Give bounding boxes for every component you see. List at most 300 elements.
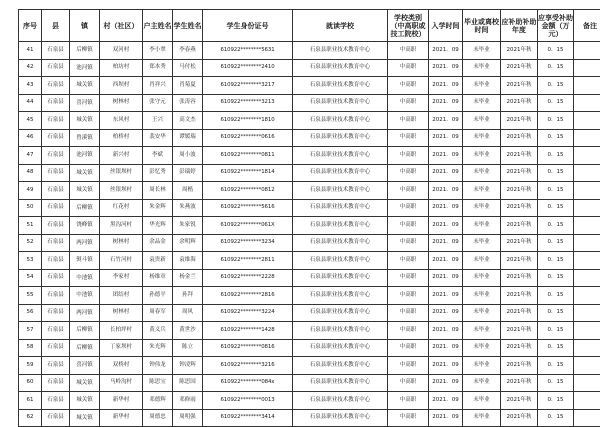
- cell-county: 石泉县: [42, 304, 70, 322]
- header-graduation: 毕业或离校时间: [463, 10, 501, 42]
- header-subsidy-year: 应补助补助年度: [501, 10, 538, 42]
- cell-graduation: 未毕业: [463, 199, 501, 217]
- cell-town-text: 熨斗镇: [70, 257, 99, 263]
- cell-village: 红花村: [100, 199, 143, 217]
- cell-index: 57: [19, 322, 42, 340]
- cell-town: [70, 322, 100, 340]
- cell-remarks: [574, 304, 600, 322]
- cell-remarks: [574, 252, 600, 270]
- cell-town: [70, 409, 100, 427]
- cell-school-type: 中高职: [388, 339, 429, 357]
- cell-subsidy-year: 2021年秋: [501, 269, 538, 287]
- cell-town: [70, 234, 100, 252]
- cell-subsidy-year: 2021年秋: [501, 339, 538, 357]
- cell-household-head: 朱金辉: [143, 199, 173, 217]
- cell-student-name: 张涛容: [173, 94, 203, 112]
- cell-village: 柏桥村: [100, 129, 143, 147]
- cell-town: [70, 59, 100, 77]
- cell-student-id: 610922********2228: [203, 269, 293, 287]
- cell-graduation: 未毕业: [463, 357, 501, 375]
- cell-enroll-date: 2021．09: [429, 112, 463, 130]
- cell-county: 石泉县: [42, 287, 70, 305]
- cell-subsidy-year: 2021年秋: [501, 304, 538, 322]
- cell-subsidy-year: 2021年秋: [501, 42, 538, 60]
- cell-index: 54: [19, 269, 42, 287]
- cell-student-id: 610922********2811: [203, 252, 293, 270]
- cell-student-name: 李春燕: [173, 42, 203, 60]
- cell-town: [70, 182, 100, 200]
- header-index: 序号: [19, 10, 42, 42]
- cell-student-name: 陈立: [173, 339, 203, 357]
- cell-village: 树林村: [100, 234, 143, 252]
- cell-school-type: 中高职: [388, 217, 429, 235]
- cell-town: [70, 42, 100, 60]
- cell-enroll-date: 2021．09: [429, 42, 463, 60]
- cell-town: [70, 129, 100, 147]
- cell-graduation: 未毕业: [463, 392, 501, 410]
- cell-enroll-date: 2021．09: [429, 234, 463, 252]
- cell-subsidy-year: 2021年秋: [501, 112, 538, 130]
- header-remarks: 备注: [574, 10, 600, 42]
- cell-county: 石泉县: [42, 59, 70, 77]
- cell-index: 45: [19, 112, 42, 130]
- cell-household-head: 王兴: [143, 112, 173, 130]
- cell-household-head: 周长林: [143, 182, 173, 200]
- cell-student-id: 610922********3216: [203, 357, 293, 375]
- cell-graduation: 未毕业: [463, 287, 501, 305]
- cell-town-text: 中池镇: [70, 292, 99, 298]
- cell-graduation: 未毕业: [463, 409, 501, 427]
- cell-index: 55: [19, 287, 42, 305]
- cell-index: 50: [19, 199, 42, 217]
- table-row: [19, 129, 600, 147]
- cell-school: 石泉县职业技术教育中心: [293, 304, 388, 322]
- cell-town-text: 城关镇: [70, 170, 99, 176]
- cell-household-head: 邓德辉: [143, 392, 173, 410]
- cell-school-type: 中高职: [388, 234, 429, 252]
- cell-county: 石泉县: [42, 94, 70, 112]
- cell-household-head: 肖祥兴: [143, 77, 173, 95]
- cell-student-id: 610922********0812: [203, 182, 293, 200]
- cell-student-id: 610922********084x: [203, 374, 293, 392]
- cell-enroll-date: 2021．09: [429, 252, 463, 270]
- cell-subsidy-year: 2021年秋: [501, 59, 538, 77]
- cell-household-head: 裴安华: [143, 129, 173, 147]
- cell-subsidy-year: 2021年秋: [501, 322, 538, 340]
- cell-enroll-date: 2021．09: [429, 164, 463, 182]
- cell-county: 石泉县: [42, 164, 70, 182]
- cell-enroll-date: 2021．09: [429, 269, 463, 287]
- cell-index: 58: [19, 339, 42, 357]
- table-row: [19, 357, 600, 375]
- cell-subsidy-amount: 0．15: [538, 269, 574, 287]
- cell-county: 石泉县: [42, 374, 70, 392]
- cell-school-type: 中高职: [388, 269, 429, 287]
- cell-remarks: [574, 94, 600, 112]
- cell-town: [70, 112, 100, 130]
- cell-town: [70, 147, 100, 165]
- table-row: [19, 252, 600, 270]
- cell-subsidy-year: 2021年秋: [501, 287, 538, 305]
- cell-subsidy-amount: 0．15: [538, 42, 574, 60]
- cell-school-type: 中高职: [388, 147, 429, 165]
- cell-enroll-date: 2021．09: [429, 374, 463, 392]
- cell-household-head: 李斌: [143, 147, 173, 165]
- cell-subsidy-amount: 0．15: [538, 129, 574, 147]
- cell-remarks: [574, 409, 600, 427]
- cell-graduation: 未毕业: [463, 304, 501, 322]
- cell-remarks: [574, 392, 600, 410]
- cell-student-name: 余明辉: [173, 234, 203, 252]
- cell-county: 石泉县: [42, 339, 70, 357]
- cell-school-type: 中高职: [388, 322, 429, 340]
- table-row: [19, 164, 600, 182]
- cell-town-text: 后柳镇: [70, 205, 99, 211]
- cell-village: 新华村: [100, 392, 143, 410]
- cell-subsidy-amount: 0．15: [538, 112, 574, 130]
- cell-student-id: 610922********2410: [203, 59, 293, 77]
- cell-subsidy-amount: 0．15: [538, 77, 574, 95]
- cell-county: 石泉县: [42, 392, 70, 410]
- cell-subsidy-year: 2021年秋: [501, 182, 538, 200]
- cell-household-head: 李小翠: [143, 42, 173, 60]
- cell-student-name: 邓修雨: [173, 392, 203, 410]
- cell-school: 石泉县职业技术教育中心: [293, 234, 388, 252]
- cell-school: 石泉县职业技术教育中心: [293, 357, 388, 375]
- cell-subsidy-year: 2021年秋: [501, 374, 538, 392]
- cell-county: 石泉县: [42, 182, 70, 200]
- cell-village: 团结村: [100, 287, 143, 305]
- cell-village: 西坝村: [100, 77, 143, 95]
- cell-subsidy-amount: 0．15: [538, 409, 574, 427]
- cell-school-type: 中高职: [388, 94, 429, 112]
- cell-household-head: 陈思宝: [143, 374, 173, 392]
- cell-graduation: 未毕业: [463, 59, 501, 77]
- cell-subsidy-amount: 0．15: [538, 252, 574, 270]
- cell-student-id: 610922********061X: [203, 217, 293, 235]
- subsidy-roster-sheet: [18, 9, 586, 427]
- cell-enroll-date: 2021．09: [429, 339, 463, 357]
- cell-graduation: 未毕业: [463, 77, 501, 95]
- cell-remarks: [574, 374, 600, 392]
- cell-school-type: 中高职: [388, 374, 429, 392]
- cell-county: 石泉县: [42, 147, 70, 165]
- cell-enroll-date: 2021．09: [429, 199, 463, 217]
- cell-town-text: 城关镇: [70, 415, 99, 421]
- cell-school-type: 中高职: [388, 252, 429, 270]
- cell-town: [70, 199, 100, 217]
- cell-student-id: 610922********3224: [203, 304, 293, 322]
- cell-graduation: 未毕业: [463, 234, 501, 252]
- cell-enroll-date: 2021．09: [429, 77, 463, 95]
- cell-school: 石泉县职业技术教育中心: [293, 269, 388, 287]
- cell-enroll-date: 2021．09: [429, 392, 463, 410]
- table-row: [19, 112, 600, 130]
- cell-subsidy-amount: 0．15: [538, 234, 574, 252]
- cell-town-text: 后柳镇: [70, 327, 99, 333]
- cell-graduation: 未毕业: [463, 374, 501, 392]
- cell-remarks: [574, 217, 600, 235]
- cell-index: 61: [19, 392, 42, 410]
- cell-school: 石泉县职业技术教育中心: [293, 374, 388, 392]
- cell-school-type: 中高职: [388, 287, 429, 305]
- cell-village: 马岭沟村: [100, 374, 143, 392]
- cell-student-name: 马付松: [173, 59, 203, 77]
- cell-town: [70, 392, 100, 410]
- header-household-head: 户主姓名: [143, 10, 173, 42]
- cell-index: 49: [19, 182, 42, 200]
- cell-town: [70, 217, 100, 235]
- cell-town-text: 城关镇: [70, 82, 99, 88]
- cell-school: 石泉县职业技术教育中心: [293, 42, 388, 60]
- cell-village: 长柏坪村: [100, 322, 143, 340]
- cell-student-id: 610922********2816: [203, 287, 293, 305]
- cell-school-type: 中高职: [388, 42, 429, 60]
- cell-school: 石泉县职业技术教育中心: [293, 392, 388, 410]
- cell-remarks: [574, 357, 600, 375]
- cell-subsidy-amount: 0．15: [538, 357, 574, 375]
- cell-town-text: 城关镇: [70, 397, 99, 403]
- cell-remarks: [574, 234, 600, 252]
- cell-town-text: 池河镇: [70, 65, 99, 71]
- cell-school-type: 中高职: [388, 129, 429, 147]
- cell-subsidy-year: 2021年秋: [501, 252, 538, 270]
- cell-county: 石泉县: [42, 322, 70, 340]
- cell-graduation: 未毕业: [463, 339, 501, 357]
- cell-county: 石泉县: [42, 234, 70, 252]
- cell-student-name: 孙拜: [173, 287, 203, 305]
- cell-village: 新兴村: [100, 147, 143, 165]
- table-row: [19, 182, 600, 200]
- cell-remarks: [574, 182, 600, 200]
- cell-student-name: 袁维海: [173, 252, 203, 270]
- cell-school: 石泉县职业技术教育中心: [293, 322, 388, 340]
- cell-student-name: 周小波: [173, 147, 203, 165]
- cell-subsidy-amount: 0．15: [538, 304, 574, 322]
- cell-subsidy-year: 2021年秋: [501, 94, 538, 112]
- cell-village: 丝银坝村: [100, 164, 143, 182]
- cell-student-id: 610922********1810: [203, 112, 293, 130]
- cell-county: 石泉县: [42, 112, 70, 130]
- cell-school: 石泉县职业技术教育中心: [293, 339, 388, 357]
- table-row: [19, 199, 600, 217]
- cell-remarks: [574, 322, 600, 340]
- table-row: [19, 59, 600, 77]
- cell-village: 东风村: [100, 112, 143, 130]
- cell-county: 石泉县: [42, 269, 70, 287]
- cell-student-id: 610922********3234: [203, 234, 293, 252]
- cell-school: 石泉县职业技术教育中心: [293, 77, 388, 95]
- cell-index: 43: [19, 77, 42, 95]
- table-row: [19, 392, 600, 410]
- cell-town-text: 喜河镇: [70, 362, 99, 368]
- cell-student-name: 周风: [173, 304, 203, 322]
- table-body: [19, 42, 600, 427]
- cell-subsidy-year: 2021年秋: [501, 77, 538, 95]
- cell-household-head: 孙德平: [143, 287, 173, 305]
- cell-enroll-date: 2021．09: [429, 147, 463, 165]
- cell-student-name: 彭瑞婷: [173, 164, 203, 182]
- cell-remarks: [574, 164, 600, 182]
- cell-school: 石泉县职业技术教育中心: [293, 112, 388, 130]
- cell-household-head: 郑本秀: [143, 59, 173, 77]
- cell-student-name: 周楷: [173, 182, 203, 200]
- cell-graduation: 未毕业: [463, 269, 501, 287]
- header-county: 县: [42, 10, 70, 42]
- cell-remarks: [574, 59, 600, 77]
- cell-county: 石泉县: [42, 42, 70, 60]
- cell-enroll-date: 2021．09: [429, 322, 463, 340]
- cell-village: 黑沟河村: [100, 217, 143, 235]
- cell-subsidy-year: 2021年秋: [501, 129, 538, 147]
- cell-household-head: 周德忠: [143, 409, 173, 427]
- cell-student-id: 610922********5631: [203, 42, 293, 60]
- cell-town: [70, 304, 100, 322]
- cell-graduation: 未毕业: [463, 217, 501, 235]
- cell-student-name: 朱家锐: [173, 217, 203, 235]
- cell-student-id: 610922********0616: [203, 129, 293, 147]
- cell-household-head: 彭忆秀: [143, 164, 173, 182]
- cell-index: 44: [19, 94, 42, 112]
- cell-student-name: 杨金兰: [173, 269, 203, 287]
- cell-student-id: 610922********3217: [203, 77, 293, 95]
- cell-enroll-date: 2021．09: [429, 217, 463, 235]
- cell-student-name: 肖菊夏: [173, 77, 203, 95]
- cell-enroll-date: 2021．09: [429, 357, 463, 375]
- cell-graduation: 未毕业: [463, 182, 501, 200]
- cell-student-id: 610922********1428: [203, 322, 293, 340]
- cell-school: 石泉县职业技术教育中心: [293, 217, 388, 235]
- header-town: 镇: [70, 10, 100, 42]
- table-row: [19, 42, 600, 60]
- cell-household-head: 周春军: [143, 304, 173, 322]
- table-row: [19, 374, 600, 392]
- cell-enroll-date: 2021．09: [429, 287, 463, 305]
- cell-household-head: 余品金: [143, 234, 173, 252]
- cell-school: 石泉县职业技术教育中心: [293, 182, 388, 200]
- cell-enroll-date: 2021．09: [429, 129, 463, 147]
- cell-enroll-date: 2021．09: [429, 94, 463, 112]
- cell-subsidy-amount: 0．15: [538, 339, 574, 357]
- table-row: [19, 339, 600, 357]
- cell-subsidy-amount: 0．15: [538, 164, 574, 182]
- cell-student-name: 高文杰: [173, 112, 203, 130]
- cell-student-id: 610922********3213: [203, 94, 293, 112]
- cell-town-text: 两河镇: [70, 310, 99, 316]
- table-row: [19, 269, 600, 287]
- cell-town-text: 后柳镇: [70, 345, 99, 351]
- cell-town: [70, 339, 100, 357]
- header-school-type: 学校类别（中高职或技工院校）: [388, 10, 429, 42]
- cell-graduation: 未毕业: [463, 252, 501, 270]
- table-row: [19, 217, 600, 235]
- cell-school-type: 中高职: [388, 409, 429, 427]
- cell-village: 双河村: [100, 42, 143, 60]
- cell-household-head: 华光辉: [143, 217, 173, 235]
- cell-student-name: 朱燕波: [173, 199, 203, 217]
- cell-school-type: 中高职: [388, 392, 429, 410]
- student-subsidy-table: [18, 9, 600, 427]
- table-row: [19, 304, 600, 322]
- cell-subsidy-year: 2021年秋: [501, 217, 538, 235]
- cell-index: 46: [19, 129, 42, 147]
- cell-village: 丝银坝村: [100, 182, 143, 200]
- cell-town: [70, 252, 100, 270]
- cell-school: 石泉县职业技术教育中心: [293, 164, 388, 182]
- cell-school-type: 中高职: [388, 357, 429, 375]
- cell-remarks: [574, 199, 600, 217]
- cell-graduation: 未毕业: [463, 164, 501, 182]
- cell-household-head: 朱光辉: [143, 339, 173, 357]
- cell-town: [70, 77, 100, 95]
- cell-subsidy-amount: 0．15: [538, 94, 574, 112]
- cell-school-type: 中高职: [388, 199, 429, 217]
- cell-remarks: [574, 287, 600, 305]
- cell-village: 丁家坝村: [100, 339, 143, 357]
- cell-index: 42: [19, 59, 42, 77]
- cell-index: 47: [19, 147, 42, 165]
- cell-school-type: 中高职: [388, 164, 429, 182]
- header-village: 村（社区）: [100, 10, 143, 42]
- cell-town-text: 后柳镇: [70, 47, 99, 53]
- cell-town: [70, 357, 100, 375]
- cell-town-text: 饶峰镇: [70, 222, 99, 228]
- cell-school: 石泉县职业技术教育中心: [293, 94, 388, 112]
- cell-subsidy-amount: 0．15: [538, 147, 574, 165]
- cell-subsidy-amount: 0．15: [538, 217, 574, 235]
- cell-village: 李家村: [100, 269, 143, 287]
- cell-town: [70, 374, 100, 392]
- header-enroll-date: 入学时间: [429, 10, 463, 42]
- cell-village: 双桥村: [100, 357, 143, 375]
- cell-index: 53: [19, 252, 42, 270]
- cell-subsidy-year: 2021年秋: [501, 409, 538, 427]
- cell-graduation: 未毕业: [463, 129, 501, 147]
- cell-household-head: 钟伟龙: [143, 357, 173, 375]
- cell-school: 石泉县职业技术教育中心: [293, 287, 388, 305]
- cell-enroll-date: 2021．09: [429, 304, 463, 322]
- cell-village: 柏坊村: [100, 59, 143, 77]
- cell-school: 石泉县职业技术教育中心: [293, 409, 388, 427]
- table-row: [19, 94, 600, 112]
- cell-subsidy-amount: 0．15: [538, 287, 574, 305]
- cell-school: 石泉县职业技术教育中心: [293, 129, 388, 147]
- cell-school-type: 中高职: [388, 77, 429, 95]
- table-row: [19, 234, 600, 252]
- cell-village: 石竹河村: [100, 252, 143, 270]
- cell-index: 56: [19, 304, 42, 322]
- header-student-name: 学生姓名: [173, 10, 203, 42]
- cell-student-name: 钟凌辉: [173, 357, 203, 375]
- cell-index: 52: [19, 234, 42, 252]
- cell-household-head: 张守元: [143, 94, 173, 112]
- cell-graduation: 未毕业: [463, 147, 501, 165]
- header-row: [19, 10, 600, 42]
- cell-school-type: 中高职: [388, 304, 429, 322]
- cell-student-id: 610922********3414: [203, 409, 293, 427]
- table-row: [19, 409, 600, 427]
- cell-town-text: 两河镇: [70, 240, 99, 246]
- cell-village: 树林村: [100, 304, 143, 322]
- cell-subsidy-year: 2021年秋: [501, 392, 538, 410]
- cell-index: 41: [19, 42, 42, 60]
- cell-student-id: 610922********0816: [203, 339, 293, 357]
- cell-school-type: 中高职: [388, 112, 429, 130]
- cell-subsidy-amount: 0．15: [538, 374, 574, 392]
- cell-county: 石泉县: [42, 409, 70, 427]
- cell-index: 62: [19, 409, 42, 427]
- cell-enroll-date: 2021．09: [429, 409, 463, 427]
